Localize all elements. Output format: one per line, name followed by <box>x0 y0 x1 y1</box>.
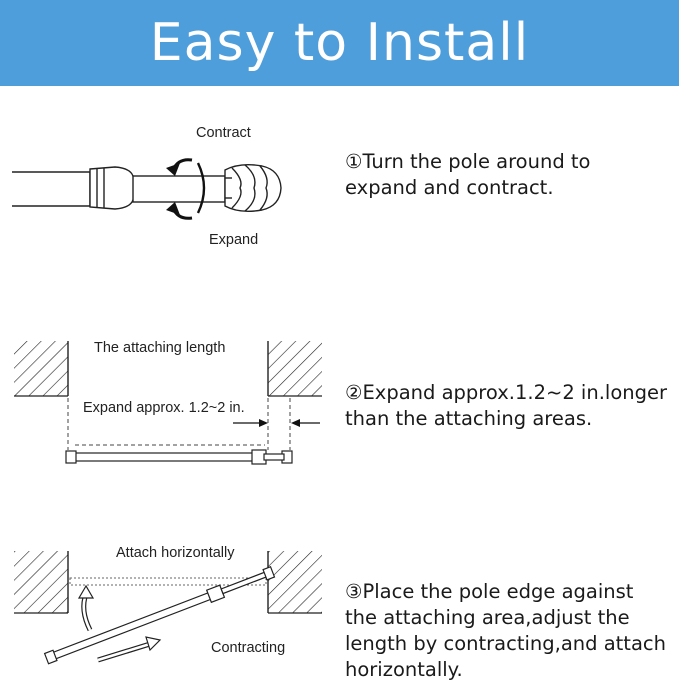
step-1-line-2: expand and contract. <box>345 176 554 199</box>
step-3-diagram <box>0 535 330 675</box>
page-title: Easy to Install <box>149 13 530 73</box>
pole <box>66 450 292 464</box>
step-3-line-3: length by contracting,and attach <box>345 632 666 655</box>
contracting-label: Contracting <box>211 640 286 656</box>
inner-rod <box>133 176 225 202</box>
expand-approx-label: Expand approx. 1.2~2 in. <box>83 400 245 416</box>
right-wall <box>268 551 322 613</box>
pole-tube <box>12 172 90 206</box>
end-cap <box>225 165 281 212</box>
step-2-text <box>345 380 667 432</box>
step-3-line-1: ③Place the pole edge against <box>345 580 634 603</box>
step-2-line-2: than the attaching areas. <box>345 407 593 430</box>
step-3-line-4: horizontally. <box>345 658 463 681</box>
contract-label: Contract <box>196 125 251 141</box>
left-wall <box>14 551 68 613</box>
step-1-text <box>345 149 590 201</box>
header-banner <box>0 0 679 86</box>
step-2-line-1: ②Expand approx.1.2~2 in.longer <box>345 381 667 404</box>
expand-label: Expand <box>209 232 259 248</box>
step-1-diagram <box>0 110 330 260</box>
contract-arrow <box>98 637 160 660</box>
attach-horizontally-label: Attach horizontally <box>116 545 235 561</box>
left-wall <box>14 341 68 396</box>
step-1-line-1: ①Turn the pole around to <box>345 150 591 173</box>
right-wall <box>268 341 322 396</box>
step-2-diagram <box>0 330 330 470</box>
attaching-length-label: The attaching length <box>94 340 226 356</box>
step-3-text <box>345 579 666 683</box>
step-3-line-2: the attaching area,adjust the <box>345 606 630 629</box>
